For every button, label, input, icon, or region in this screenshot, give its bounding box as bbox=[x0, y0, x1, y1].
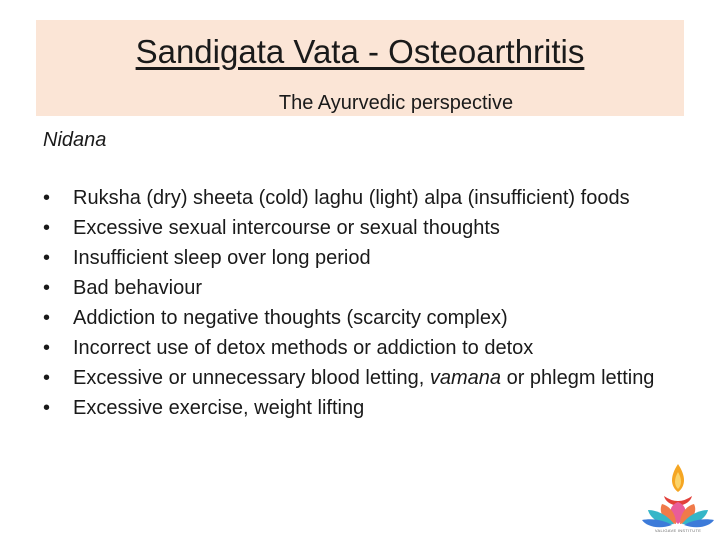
bullet-item: • Incorrect use of detox methods or addiction to detox bbox=[43, 336, 663, 361]
section-heading: Nidana bbox=[43, 129, 107, 151]
bullet-item: • Excessive sexual intercourse or sexual thoughts bbox=[43, 216, 663, 241]
title-band bbox=[36, 20, 684, 116]
bullet-item bbox=[43, 366, 663, 391]
slide-title: Sandigata Vata - Osteoarthritis bbox=[135, 33, 585, 70]
bullet-item: • Addiction to negative thoughts (scarcity complex) bbox=[43, 306, 663, 331]
logo-caption: VALIGAVE INSTITUTE bbox=[654, 528, 702, 533]
bullet-item: • Bad behaviour bbox=[43, 276, 663, 301]
slide-subtitle: The Ayurvedic perspective bbox=[278, 92, 514, 114]
bullet-list bbox=[43, 186, 663, 426]
bullet-text: Excessive or unnecessary blood letting, bbox=[73, 367, 430, 389]
bullet-text: or phlegm letting bbox=[501, 367, 655, 389]
bullet-item: • Ruksha (dry) sheeta (cold) laghu (light) alpa (insufficient) foods bbox=[43, 186, 663, 211]
bullet-emphasis: vamana bbox=[429, 367, 502, 389]
bullet-item: • Insufficient sleep over long period bbox=[43, 246, 663, 271]
bullet-item: • Excessive exercise, weight lifting bbox=[43, 396, 663, 421]
